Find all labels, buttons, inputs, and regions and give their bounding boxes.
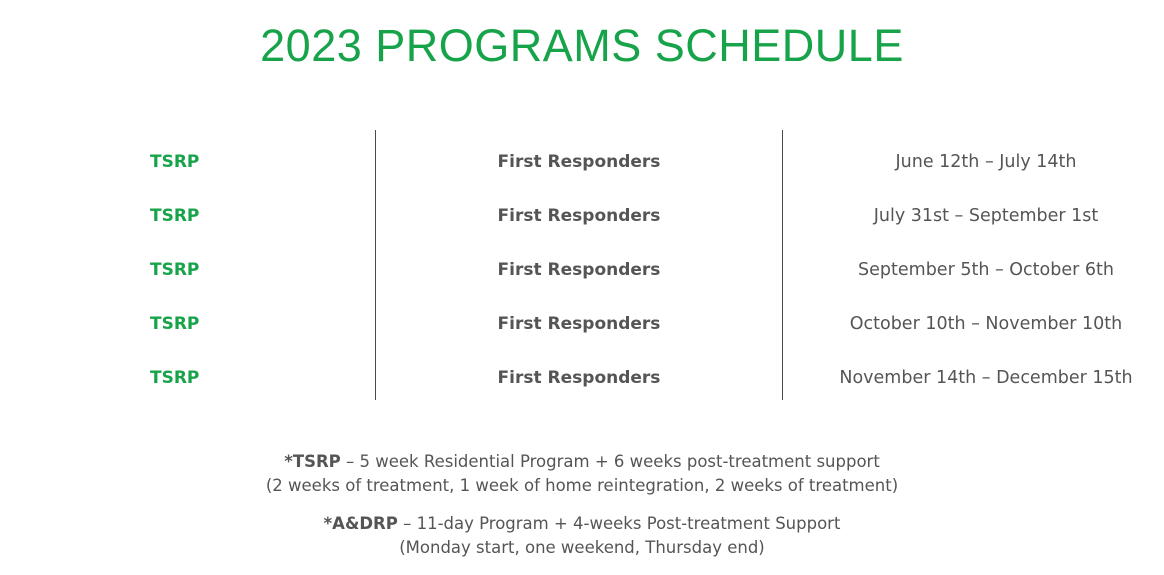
page-title: 2023 PROGRAMS SCHEDULE [260, 20, 904, 71]
note-text: – 5 week Residential Program + 6 weeks post-treatment support [340, 452, 880, 471]
program-code: TSRP [150, 260, 200, 280]
program-audience: First Responders [497, 206, 661, 226]
schedule-row [0, 255, 1164, 285]
program-dates: October 10th – November 10th [849, 314, 1123, 334]
note-adrp [0, 512, 1164, 560]
program-audience: First Responders [497, 152, 661, 172]
program-audience: First Responders [497, 260, 661, 280]
program-audience: First Responders [497, 314, 661, 334]
note-code: *A&DRP [323, 514, 398, 533]
program-code: TSRP [150, 314, 200, 334]
program-code: TSRP [150, 206, 200, 226]
program-code: TSRP [150, 368, 200, 388]
note-line [0, 512, 1164, 536]
program-dates: November 14th – December 15th [839, 368, 1133, 388]
schedule-row [0, 147, 1164, 177]
schedule-table [0, 130, 1164, 400]
program-dates: July 31st – September 1st [873, 206, 1099, 226]
schedule-row [0, 201, 1164, 231]
note-line [0, 450, 1164, 474]
note-detail: (2 weeks of treatment, 1 week of home reintegration, 2 weeks of treatment) [265, 476, 899, 495]
program-code: TSRP [150, 152, 200, 172]
note-code: *TSRP [284, 452, 341, 471]
program-notes [0, 450, 1164, 560]
note-detail: (Monday start, one weekend, Thursday end) [399, 538, 765, 557]
schedule-row [0, 309, 1164, 339]
program-audience: First Responders [497, 368, 661, 388]
program-dates: September 5th – October 6th [858, 260, 1114, 280]
schedule-row [0, 363, 1164, 393]
note-tsrp [0, 450, 1164, 498]
program-dates: June 12th – July 14th [895, 152, 1077, 172]
note-text: – 11-day Program + 4-weeks Post-treatment Support [397, 514, 841, 533]
